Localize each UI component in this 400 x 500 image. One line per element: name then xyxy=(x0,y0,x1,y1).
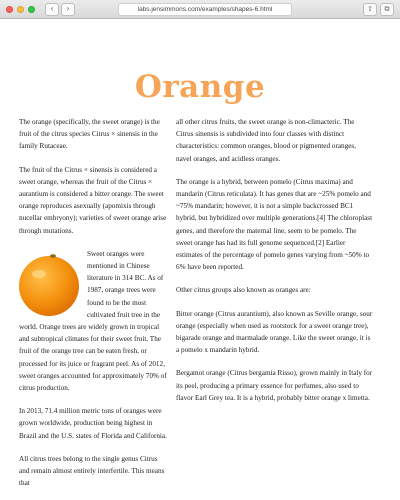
paragraph-text: Sweet oranges were mentioned in Chinese literature in 314 BC. As of 1987, orange trees were found to be the most cultivated fruit tree in the world. Orange trees are widely grown in tropical and subtropical climates for their sweet fruit. The fruit of the orange tree can be eaten fresh, or processed for its juice or fragrant peel. As of 2012, sweet oranges accounted for approximately 70% of citrus production. xyxy=(19,249,167,393)
paragraph: The fruit of the Citrus × sinensis is considered a sweet orange, whereas the fruit of the Citrus × aurantium is considered a bitter orange. The sweet orange reproduces asexually (apomixis through nucellar embryony); varieties of sweet orange arise through mutations. xyxy=(19,165,167,235)
page-title: Orange xyxy=(134,69,266,105)
paragraph: Bitter orange (Citrus aurantium), also known as Seville orange, sour orange (especially when used as rootstock for a sweet orange tree), bigarade orange and marmalade orange. Like the sweet orange, it is a pomelo x mandarin hybrid. xyxy=(176,309,373,355)
paragraph: The orange (specifically, the sweet orange) is the fruit of the citrus species Citrus × sinensis in the family Rutaceae. xyxy=(19,118,160,151)
back-button[interactable]: ‹ xyxy=(45,3,59,16)
zoom-window-button[interactable] xyxy=(28,6,35,13)
toolbar-right-buttons xyxy=(363,3,394,16)
address-bar[interactable]: labs.jensimmons.com/examples/shapes-6.html xyxy=(118,3,292,16)
share-button[interactable]: ⇧ xyxy=(363,3,377,16)
paragraph: The orange is a hybrid, between pomelo (Citrus maxima) and mandarin (Citrus reticulata). It has genes that are ~25% pomelo and ~75% mandarin; however, it is not a simple backcrossed BC1 hybrid, but hybridized over multiple generations.[4] The chloroplast genes, and therefore the maternal line, seem to be pomelo. The sweet orange has had its full genome sequenced.[2] Earlier estimates of the percentage of pomelo genes varying from ~50% to 6% have been reported. xyxy=(176,177,373,272)
paragraph: All citrus trees belong to the single genus Citrus and remain almost entirely interfertile. This means that xyxy=(19,454,165,488)
navigation-buttons xyxy=(45,3,75,16)
paragraph: all other citrus fruits, the sweet orange is non-climacteric. The Citrus sinensis is subdivided into four classes with distinct characteristics: common oranges, blood or pigmented oranges, navel oranges, and acidless oranges. xyxy=(176,118,357,163)
forward-button[interactable]: › xyxy=(61,3,75,16)
paragraph: In 2013, 71.4 million metric tons of oranges were grown worldwide, production being highest in Brazil and the U.S. states of Florida and California. xyxy=(19,407,167,440)
browser-toolbar xyxy=(0,0,400,19)
show-tabs-button[interactable]: ⧉ xyxy=(380,3,394,16)
page-content xyxy=(0,19,400,488)
article-column-right xyxy=(176,116,373,415)
close-window-button[interactable] xyxy=(6,6,13,13)
minimize-window-button[interactable] xyxy=(17,6,24,13)
paragraph: Other citrus groups also known as oranges are: xyxy=(176,286,311,295)
window-controls xyxy=(6,6,35,13)
orange-fruit-image xyxy=(17,248,83,320)
paragraph xyxy=(19,248,169,394)
paragraph: Bergamot orange (Citrus bergamia Risso), grown mainly in Italy for its peel, producing a primary essence for perfumes, also used to flavor Earl Grey tea. It is a hybrid, probably bitter orange x limetta. xyxy=(176,369,373,402)
article-column-left xyxy=(19,116,169,500)
